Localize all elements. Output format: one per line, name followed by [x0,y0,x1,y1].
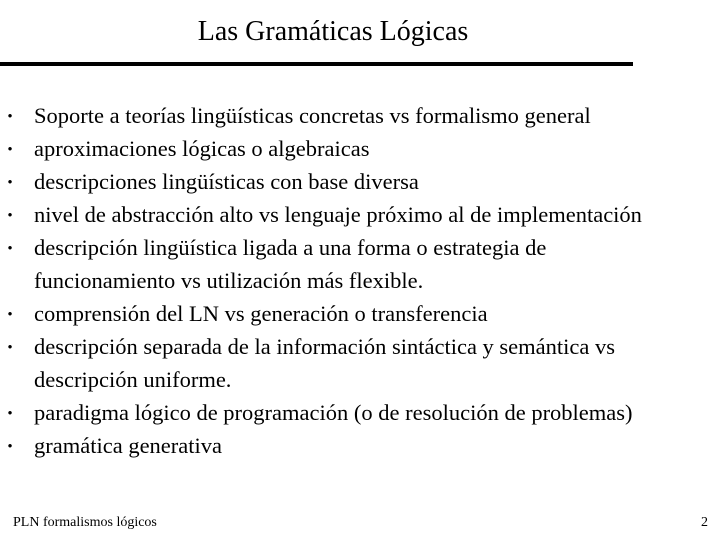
bullet-dot-icon: • [7,306,13,321]
bullet-text-line: comprensión del LN vs generación o transferencia [34,301,488,326]
bullet-item [0,231,694,297]
bullet-text-line: Soporte a teorías lingüísticas concretas vs formalismo general [34,103,591,128]
bullet-item [0,297,694,330]
footer-text: PLN formalismos lógicos [13,515,157,530]
bullet-item [0,132,694,165]
bullet-text-line: aproximaciones lógicas o algebraicas [34,136,370,161]
bullet-text-line: gramática generativa [34,433,223,458]
bullet-text-line: descripciones lingüísticas con base diversa [34,169,419,194]
bullet-text-line: nivel de abstracción alto vs lenguaje próximo al de implementación [34,202,642,227]
bullet-dot-icon: • [7,174,13,189]
bullet-item [0,429,694,462]
bullet-text-line: descripción uniforme. [34,367,232,392]
slide-title: Las Gramáticas Lógicas [197,16,469,47]
bullet-dot-icon: • [7,207,13,222]
bullet-text-line: paradigma lógico de programación (o de resolución de problemas) [34,400,633,425]
bullet-dot-icon: • [7,108,13,123]
bullet-dot-icon: • [7,240,13,255]
bullet-dot-icon: • [7,339,13,354]
bullet-dot-icon: • [7,438,13,453]
title-divider [0,62,633,66]
bullet-list [0,99,694,462]
bullet-text-line: descripción separada de la información sintáctica y semántica vs [34,334,616,359]
page-number: 2 [701,515,708,530]
bullet-item [0,330,694,396]
bullet-dot-icon: • [7,405,13,420]
bullet-item [0,198,694,231]
bullet-item [0,99,694,132]
bullet-text-line: funcionamiento vs utilización más flexible. [34,268,424,293]
bullet-dot-icon: • [7,141,13,156]
bullet-text-line: descripción lingüística ligada a una forma o estrategia de [34,235,547,260]
bullet-item [0,165,694,198]
bullet-item [0,396,694,429]
